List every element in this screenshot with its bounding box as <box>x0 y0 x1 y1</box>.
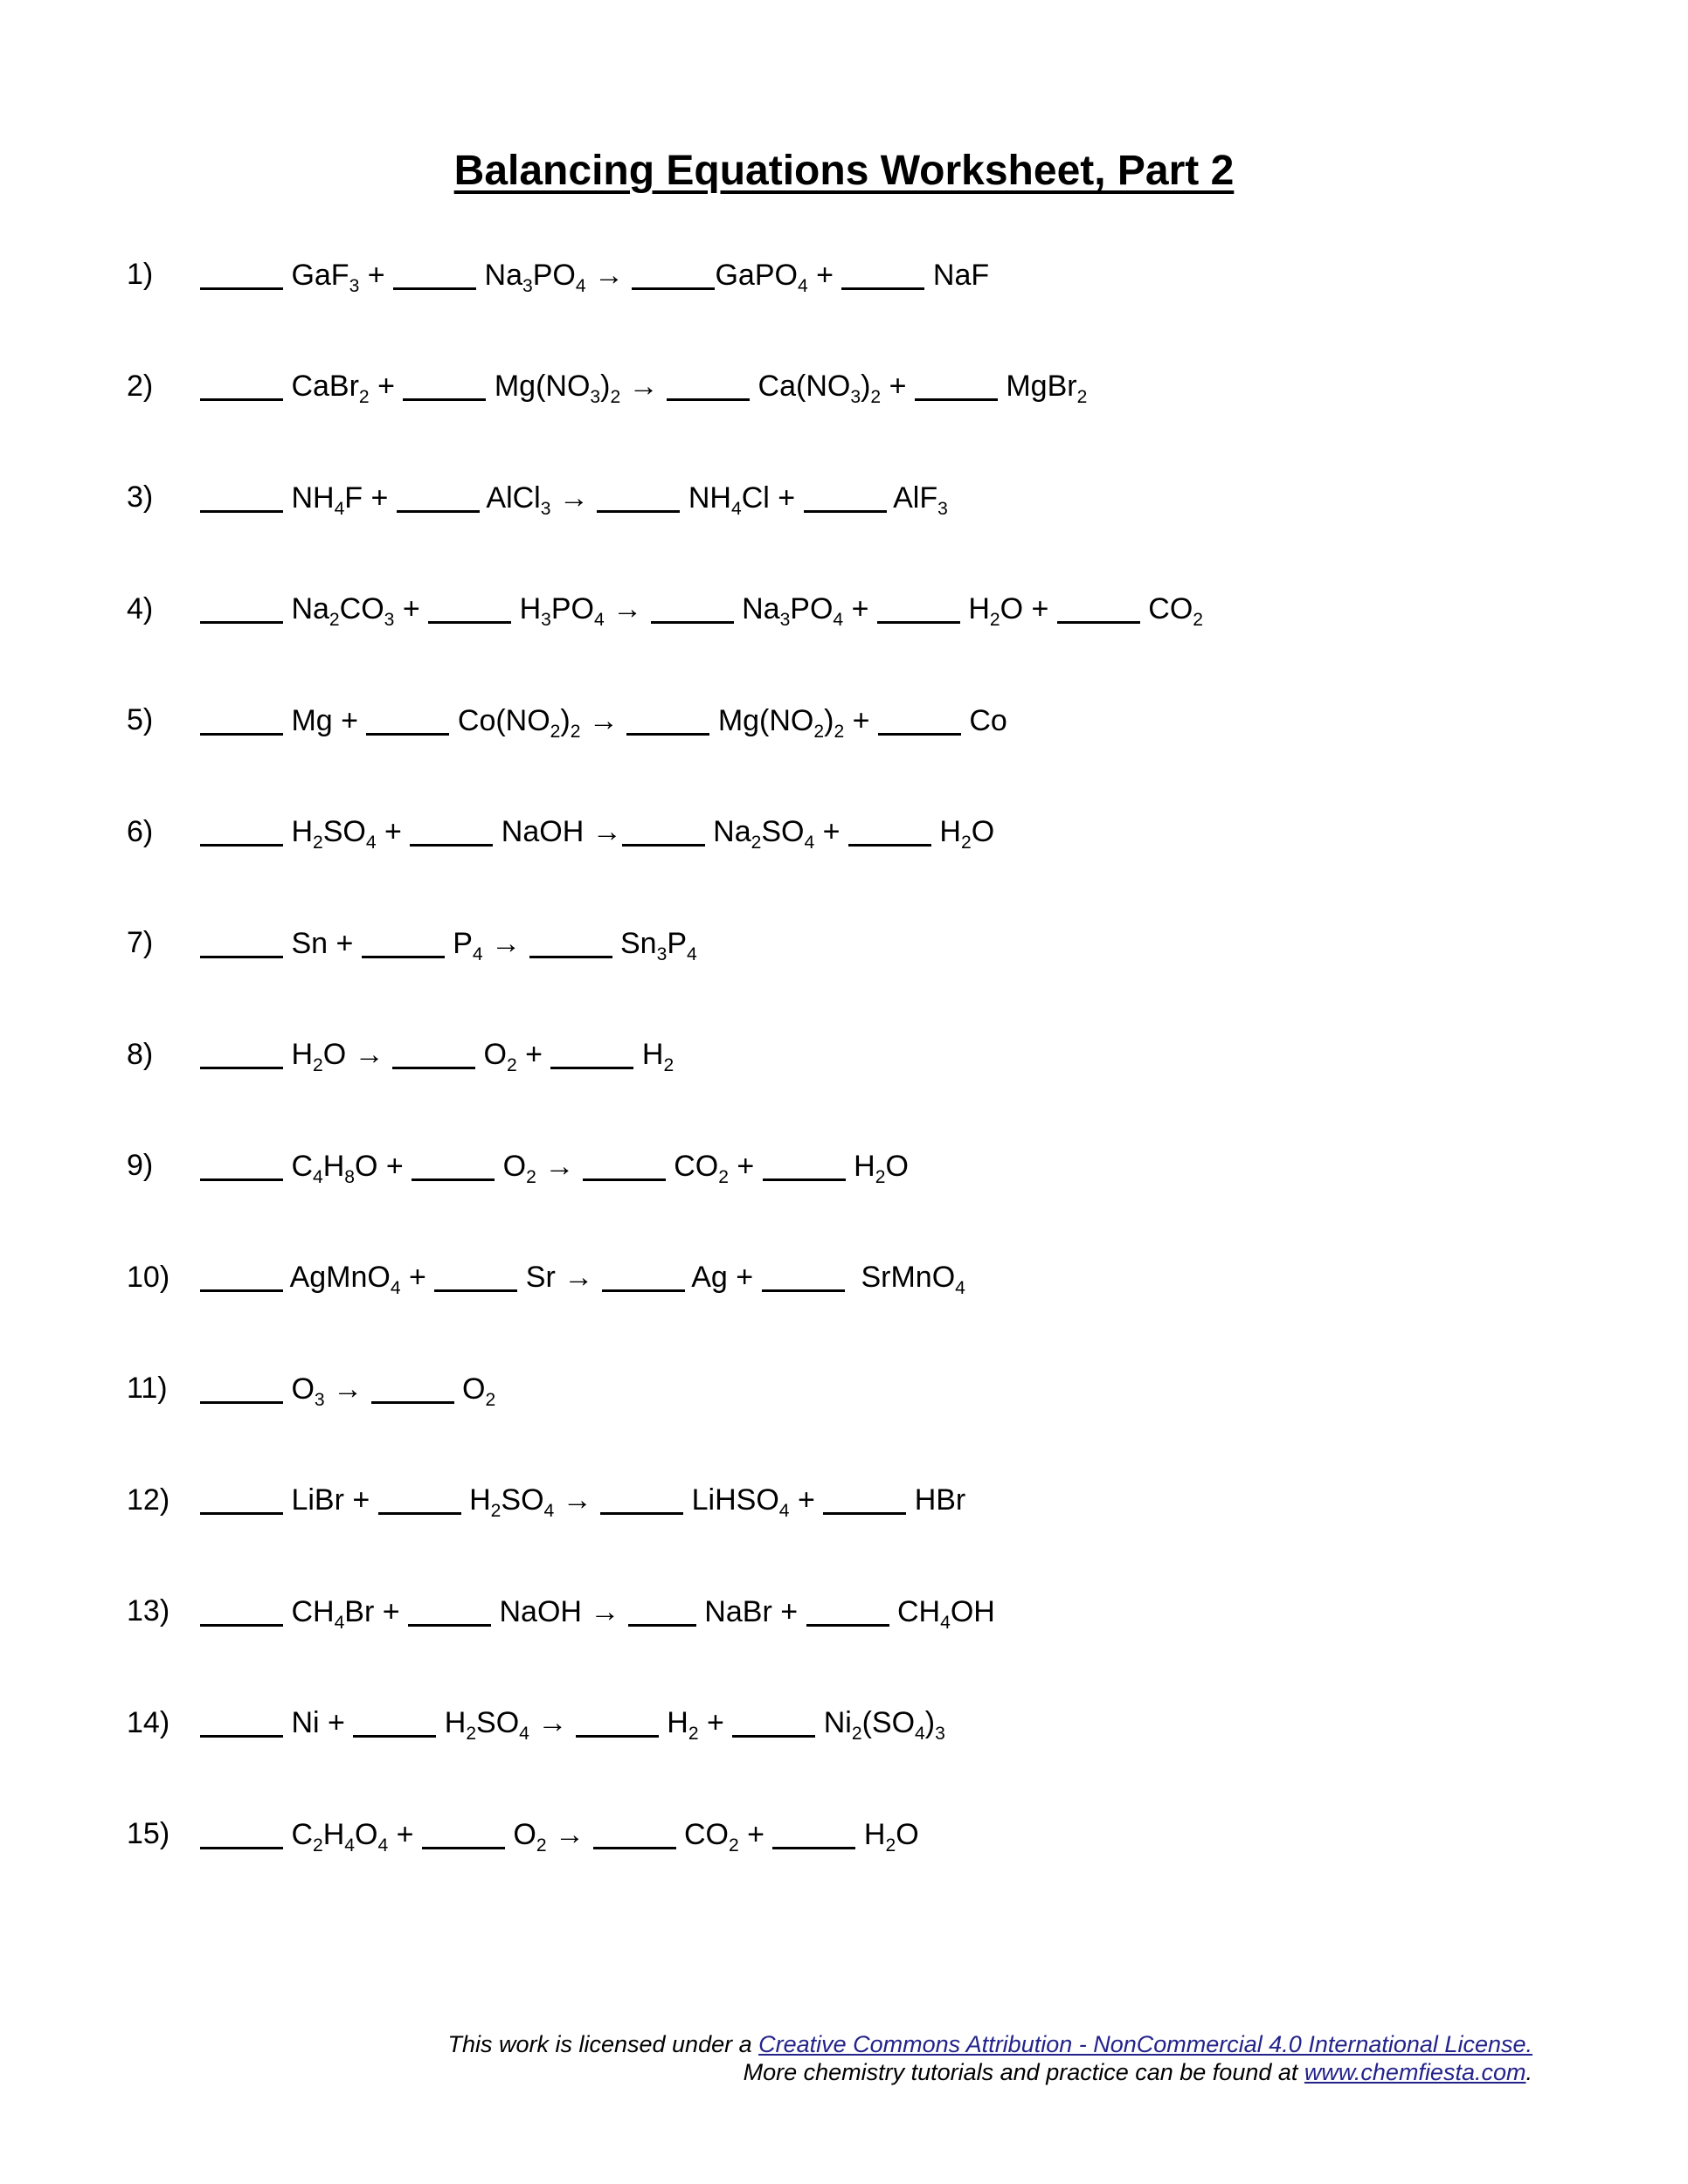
coefficient-blank <box>576 1705 659 1738</box>
equation-row-9 <box>127 1110 1688 1222</box>
equation-number: 15) <box>127 1817 170 1851</box>
page-title: Balancing Equations Worksheet, Part 2 <box>453 148 1235 194</box>
equation-text: $Sn + P_4 \to Sn_3P_4$ <box>200 926 697 961</box>
coefficient-blank <box>583 1149 666 1181</box>
coefficient-blank <box>597 480 680 513</box>
equation-number: 2) <box>127 369 154 403</box>
equation-number: 10) <box>127 1260 170 1294</box>
equation-number: 9) <box>127 1149 154 1183</box>
equation-text: $Mg + Co(NO_2)_2 \to Mg(NO_2)_2 + Co$ <box>200 703 1007 738</box>
equation-number: 4) <box>127 591 154 625</box>
coefficient-blank <box>200 1260 283 1292</box>
equation-text: $GaF_3 + Na_3PO_4$ → GaPO$_4$ + NaF <box>200 258 989 293</box>
equation-row-3 <box>127 442 1688 554</box>
equation-row-6 <box>127 777 1688 888</box>
coefficient-blank <box>1057 591 1140 624</box>
equation-row-2 <box>127 331 1688 443</box>
equation-text: LiBr + $H_2SO_4$ → LiHSO$_4$ + HBr <box>200 1482 965 1517</box>
equation-text: $H_2O \to O_2 + H_2$ <box>200 1037 674 1072</box>
coefficient-blank <box>200 1149 283 1181</box>
coefficient-blank <box>397 480 480 513</box>
equation-row-15 <box>127 1779 1688 1890</box>
coefficient-blank <box>200 1037 283 1069</box>
equation-text: $O_3 \to O_2$ <box>200 1372 495 1406</box>
coefficient-blank <box>915 369 998 401</box>
coefficient-blank <box>200 480 283 513</box>
coefficient-blank <box>763 1149 846 1181</box>
coefficient-blank <box>200 814 283 847</box>
equation-list <box>0 219 1688 1890</box>
equation-text: $Na_2CO_3 + H_3PO_4 \to Na_3PO_4 + H_2O + CO_2$ <box>200 591 1203 626</box>
coefficient-blank <box>200 1705 283 1738</box>
equation-number: 6) <box>127 814 154 848</box>
equation-row-8 <box>127 999 1688 1111</box>
coefficient-blank <box>200 926 283 958</box>
equation-text: $C_2H_4O_4 + O_2 \to CO_2 + H_2O$ <box>200 1817 919 1852</box>
equation-row-13 <box>127 1556 1688 1668</box>
coefficient-blank <box>392 1037 475 1069</box>
coefficient-blank <box>366 703 449 736</box>
equation-number: 3) <box>127 480 154 515</box>
equation-text: $C_4H_8O + O_2 \to CO_2 + H_2O$ <box>200 1149 909 1184</box>
coefficient-blank <box>393 258 476 290</box>
coefficient-blank <box>772 1817 855 1849</box>
equation-row-12 <box>127 1445 1688 1557</box>
coefficient-blank <box>200 369 283 401</box>
coefficient-blank <box>804 480 887 513</box>
equation-row-4 <box>127 554 1688 666</box>
coefficient-blank <box>428 591 511 624</box>
equation-text: $NH_4F$ + AlCl$_3$ → $NH_4Cl + AlF_3$ <box>200 480 948 515</box>
equation-number: 7) <box>127 926 154 960</box>
coefficient-blank <box>550 1037 633 1069</box>
coefficient-blank <box>412 1149 495 1181</box>
equation-number: 11) <box>127 1372 168 1406</box>
license-link[interactable]: Creative Commons Attribution - NonCommercial 4.0 International License. <box>758 2031 1532 2057</box>
coefficient-blank <box>593 1817 676 1849</box>
coefficient-blank <box>200 703 283 736</box>
equation-number: 12) <box>127 1482 170 1517</box>
equation-number: 1) <box>127 258 154 292</box>
equation-row-1 <box>127 219 1688 331</box>
footer <box>447 2030 1532 2086</box>
coefficient-blank <box>362 926 445 958</box>
coefficient-blank <box>841 258 924 290</box>
coefficient-blank <box>434 1260 517 1292</box>
more-text: More chemistry tutorials and practice can be found at <box>743 2059 1304 2085</box>
equation-number: 5) <box>127 703 154 737</box>
coefficient-blank <box>529 926 612 958</box>
chemfiesta-link[interactable]: www.chemfiesta.com <box>1304 2059 1526 2085</box>
coefficient-blank <box>200 591 283 624</box>
coefficient-blank <box>422 1817 505 1849</box>
coefficient-blank <box>632 258 715 290</box>
coefficient-blank <box>353 1705 436 1738</box>
equation-text: CaBr$_2$ + $Mg(NO_3)_2 \to Ca(NO_3)_2$ + MgBr$_2$ <box>200 369 1087 404</box>
coefficient-blank <box>667 369 750 401</box>
equation-number: 14) <box>127 1705 170 1739</box>
coefficient-blank <box>378 1482 461 1515</box>
coefficient-blank <box>200 1482 283 1515</box>
more-suffix: . <box>1525 2059 1532 2085</box>
coefficient-blank <box>762 1260 845 1292</box>
coefficient-blank <box>410 814 493 847</box>
equation-row-10 <box>127 1222 1688 1334</box>
coefficient-blank <box>878 703 961 736</box>
coefficient-blank <box>732 1705 815 1738</box>
equation-number: 8) <box>127 1037 154 1071</box>
equation-row-11 <box>127 1333 1688 1445</box>
coefficient-blank <box>408 1594 491 1627</box>
equation-number: 13) <box>127 1594 170 1628</box>
coefficient-blank <box>200 1372 283 1404</box>
coefficient-blank <box>200 1594 283 1627</box>
coefficient-blank <box>600 1482 683 1515</box>
equation-row-7 <box>127 888 1688 999</box>
coefficient-blank <box>200 258 283 290</box>
coefficient-blank <box>651 591 734 624</box>
coefficient-blank <box>626 703 709 736</box>
coefficient-blank <box>877 591 960 624</box>
coefficient-blank <box>806 1594 889 1627</box>
coefficient-blank <box>848 814 931 847</box>
coefficient-blank <box>200 1817 283 1849</box>
coefficient-blank <box>602 1260 685 1292</box>
chemfiesta-line <box>447 2058 1532 2086</box>
coefficient-blank <box>823 1482 906 1515</box>
license-text: This work is licensed under a <box>447 2031 759 2057</box>
equation-text: $H_2SO_4$ + NaOH → $Na_2SO_4 + H_2O$ <box>200 814 994 849</box>
equation-text: $Ni + H_2SO_4 \to H_2 + Ni_2(SO_4)_3$ <box>200 1705 945 1740</box>
license-line <box>447 2030 1532 2058</box>
equation-row-5 <box>127 665 1688 777</box>
coefficient-blank <box>622 814 705 847</box>
equation-row-14 <box>127 1668 1688 1780</box>
coefficient-blank <box>371 1372 454 1404</box>
equation-text: $CH_4Br$ + NaOH → NaBr + $CH_4OH$ <box>200 1594 995 1629</box>
equation-text: AgMnO$_4$ + Sr → Ag + SrMnO$_4$ <box>200 1260 965 1295</box>
coefficient-blank <box>628 1594 696 1627</box>
coefficient-blank <box>403 369 486 401</box>
